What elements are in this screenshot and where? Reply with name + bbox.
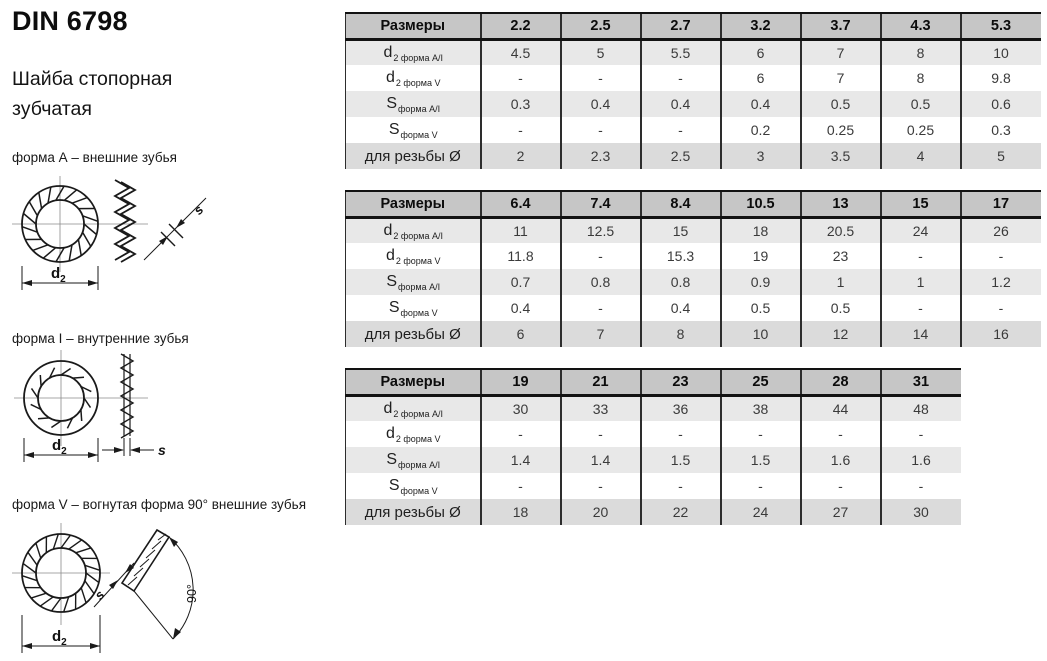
value-cell: 10	[961, 39, 1041, 65]
value-cell: -	[481, 117, 561, 143]
value-cell: -	[641, 473, 721, 499]
d2-dimension	[22, 265, 98, 290]
row-label-main: S	[386, 451, 398, 468]
side-view-teeth-strip	[115, 180, 135, 262]
size-column-header: 13	[801, 191, 881, 217]
value-cell: 0.2	[721, 117, 801, 143]
value-cell: -	[961, 295, 1041, 321]
value-cell: 18	[721, 217, 801, 243]
row-label-subscript: 2 форма V	[395, 256, 441, 266]
row-label	[346, 217, 481, 243]
value-cell: -	[481, 421, 561, 447]
cone-lower-side	[134, 591, 173, 639]
form-v-drawing	[6, 513, 341, 661]
value-cell: -	[481, 65, 561, 91]
value-cell: 18	[481, 499, 561, 525]
table-row	[346, 39, 1041, 65]
row-label-subscript: форма А/I	[398, 460, 441, 470]
value-cell: 12.5	[561, 217, 641, 243]
value-cell: 1.4	[481, 447, 561, 473]
value-cell: -	[561, 473, 641, 499]
form-a-caption: форма А – внешние зубья	[12, 150, 177, 165]
table-row	[346, 243, 1041, 269]
sizes-header-label: Размеры	[346, 13, 481, 39]
row-label-main: d	[385, 247, 395, 264]
size-column-header: 4.3	[881, 13, 961, 39]
value-cell: 6	[721, 39, 801, 65]
tables-panel	[345, 12, 1041, 546]
left-panel	[0, 0, 345, 661]
table-row	[346, 217, 1041, 243]
row-label-subscript: форма V	[400, 308, 438, 318]
spec-table-2	[345, 190, 1041, 347]
s-label: s	[158, 442, 166, 458]
value-cell: 5	[561, 39, 641, 65]
row-label-subscript: форма V	[400, 486, 438, 496]
value-cell: 3.5	[801, 143, 881, 169]
value-cell: 24	[881, 217, 961, 243]
sizes-header-label: Размеры	[346, 369, 481, 395]
d2-label: $d_2$	[52, 437, 67, 457]
size-column-header: 6.4	[481, 191, 561, 217]
value-cell: 0.4	[721, 91, 801, 117]
cone-hatching	[128, 534, 166, 585]
value-cell: 23	[801, 243, 881, 269]
value-cell: 1	[801, 269, 881, 295]
d2-label: $d_2$	[51, 265, 66, 285]
row-label-main: для резьбы Ø	[364, 503, 461, 521]
row-label-main: для резьбы Ø	[364, 147, 461, 165]
row-label-main: d	[383, 221, 393, 239]
table-row	[346, 269, 1041, 295]
value-cell: 5	[961, 143, 1041, 169]
value-cell: 0.4	[641, 295, 721, 321]
value-cell: -	[641, 421, 721, 447]
value-cell: -	[881, 473, 961, 499]
value-cell: -	[641, 65, 721, 91]
value-cell: 0.3	[481, 91, 561, 117]
value-cell: 0.5	[721, 295, 801, 321]
value-cell: 1	[881, 269, 961, 295]
spec-table-3	[345, 368, 961, 525]
value-cell: -	[801, 421, 881, 447]
row-label-main: S	[388, 299, 400, 316]
table-row	[346, 143, 1041, 169]
value-cell: 0.5	[801, 295, 881, 321]
table-row	[346, 421, 961, 447]
value-cell: 1.2	[961, 269, 1041, 295]
size-column-header: 21	[561, 369, 641, 395]
row-label	[346, 91, 481, 117]
value-cell: -	[561, 421, 641, 447]
value-cell: 1.6	[881, 447, 961, 473]
size-column-header: 25	[721, 369, 801, 395]
value-cell: 12	[801, 321, 881, 347]
page-title: DIN 6798	[12, 6, 128, 36]
value-cell: -	[561, 295, 641, 321]
value-cell: 19	[721, 243, 801, 269]
value-cell: -	[561, 243, 641, 269]
row-label-main: S	[388, 477, 400, 494]
size-column-header: 15	[881, 191, 961, 217]
row-label-main: d	[385, 69, 395, 86]
row-label-main: d	[385, 425, 395, 442]
value-cell: 4.5	[481, 39, 561, 65]
table-row	[346, 321, 1041, 347]
row-label-subscript: 2 форма V	[395, 78, 441, 88]
row-label-main: S	[386, 273, 398, 290]
table-row	[346, 447, 961, 473]
value-cell: 7	[801, 39, 881, 65]
value-cell: 3	[721, 143, 801, 169]
row-label-main: S	[386, 95, 398, 112]
value-cell: 0.8	[641, 269, 721, 295]
value-cell: -	[881, 421, 961, 447]
row-label	[346, 321, 481, 347]
value-cell: 27	[801, 499, 881, 525]
header-row	[346, 369, 961, 395]
value-cell: 0.25	[801, 117, 881, 143]
centerlines	[12, 523, 110, 625]
row-label-subscript: 2 форма А/I	[393, 52, 444, 63]
row-label	[346, 421, 481, 447]
row-label-subscript: форма V	[400, 130, 438, 140]
size-column-header: 2.7	[641, 13, 721, 39]
value-cell: 36	[641, 395, 721, 421]
value-cell: 11	[481, 217, 561, 243]
value-cell: 26	[961, 217, 1041, 243]
value-cell: 22	[641, 499, 721, 525]
value-cell: 8	[881, 65, 961, 91]
size-column-header: 2.5	[561, 13, 641, 39]
value-cell: -	[961, 243, 1041, 269]
size-column-header: 19	[481, 369, 561, 395]
size-column-header: 23	[641, 369, 721, 395]
value-cell: 7	[561, 321, 641, 347]
value-cell: 5.5	[641, 39, 721, 65]
value-cell: 0.5	[881, 91, 961, 117]
form-i-drawing	[6, 344, 316, 492]
value-cell: 20.5	[801, 217, 881, 243]
value-cell: 15.3	[641, 243, 721, 269]
row-label-subscript: 2 форма А/I	[393, 408, 444, 419]
value-cell: -	[881, 243, 961, 269]
table-row	[346, 473, 961, 499]
value-cell: 0.7	[481, 269, 561, 295]
value-cell: 0.4	[641, 91, 721, 117]
row-label	[346, 117, 481, 143]
s-dimension	[102, 438, 166, 458]
angle-label: 90°	[185, 584, 199, 603]
value-cell: 44	[801, 395, 881, 421]
value-cell: 48	[881, 395, 961, 421]
value-cell: 0.4	[561, 91, 641, 117]
row-label-subscript: форма А/I	[398, 104, 441, 114]
value-cell: 0.6	[961, 91, 1041, 117]
row-label-subscript: форма А/I	[398, 282, 441, 292]
table-row	[346, 295, 1041, 321]
value-cell: 0.5	[801, 91, 881, 117]
value-cell: 4	[881, 143, 961, 169]
value-cell: 2	[481, 143, 561, 169]
side-view-teeth-strip	[121, 354, 133, 438]
row-label	[346, 395, 481, 421]
s-label: s	[190, 202, 207, 218]
table-row	[346, 117, 1041, 143]
size-column-header: 17	[961, 191, 1041, 217]
value-cell: 33	[561, 395, 641, 421]
size-column-header: 10.5	[721, 191, 801, 217]
size-column-header: 5.3	[961, 13, 1041, 39]
table-row	[346, 91, 1041, 117]
value-cell: 16	[961, 321, 1041, 347]
value-cell: -	[801, 473, 881, 499]
row-label	[346, 243, 481, 269]
page-subtitle: Шайба стопорная зубчатая	[12, 68, 173, 121]
value-cell: 0.4	[481, 295, 561, 321]
row-label	[346, 39, 481, 65]
table-row	[346, 499, 961, 525]
value-cell: 30	[881, 499, 961, 525]
value-cell: 0.3	[961, 117, 1041, 143]
value-cell: 11.8	[481, 243, 561, 269]
value-cell: 8	[641, 321, 721, 347]
form-i-caption: форма I – внутренние зубья	[12, 331, 189, 346]
value-cell: -	[641, 117, 721, 143]
value-cell: -	[561, 117, 641, 143]
value-cell: 7	[801, 65, 881, 91]
value-cell: 6	[481, 321, 561, 347]
value-cell: 38	[721, 395, 801, 421]
header-row	[346, 191, 1041, 217]
value-cell: -	[561, 65, 641, 91]
header-row	[346, 13, 1041, 39]
row-label	[346, 65, 481, 91]
value-cell: 14	[881, 321, 961, 347]
value-cell: -	[721, 421, 801, 447]
row-label	[346, 295, 481, 321]
row-label-main: d	[383, 399, 393, 417]
row-label	[346, 473, 481, 499]
row-label-main: d	[383, 43, 393, 61]
value-cell: 1.5	[641, 447, 721, 473]
spec-table-1	[345, 12, 1041, 169]
sizes-header-label: Размеры	[346, 191, 481, 217]
value-cell: 6	[721, 65, 801, 91]
value-cell: 0.8	[561, 269, 641, 295]
size-column-header: 3.7	[801, 13, 881, 39]
value-cell: 30	[481, 395, 561, 421]
value-cell: 9.8	[961, 65, 1041, 91]
value-cell: 20	[561, 499, 641, 525]
size-column-header: 7.4	[561, 191, 641, 217]
size-column-header: 31	[881, 369, 961, 395]
value-cell: -	[481, 473, 561, 499]
value-cell: 1.6	[801, 447, 881, 473]
value-cell: -	[721, 473, 801, 499]
value-cell: 15	[641, 217, 721, 243]
row-label-main: для резьбы Ø	[364, 325, 461, 343]
table-row	[346, 395, 961, 421]
value-cell: 2.3	[561, 143, 641, 169]
row-label-main: S	[388, 121, 400, 138]
s-label: s	[91, 587, 108, 603]
d2-dimension	[24, 437, 98, 462]
row-label	[346, 143, 481, 169]
size-column-header: 2.2	[481, 13, 561, 39]
size-column-header: 8.4	[641, 191, 721, 217]
value-cell: 8	[881, 39, 961, 65]
value-cell: 2.5	[641, 143, 721, 169]
row-label	[346, 499, 481, 525]
form-v-caption: форма V – вогнутая форма 90° внешние зубья	[12, 497, 307, 512]
form-a-drawing	[6, 168, 316, 318]
value-cell: 0.25	[881, 117, 961, 143]
row-label-subscript: 2 форма V	[395, 434, 441, 444]
size-column-header: 3.2	[721, 13, 801, 39]
cone-band	[122, 530, 169, 591]
value-cell: 24	[721, 499, 801, 525]
value-cell: 1.4	[561, 447, 641, 473]
s-dimension	[144, 198, 206, 260]
value-cell: 0.9	[721, 269, 801, 295]
value-cell: -	[881, 295, 961, 321]
table-row	[346, 65, 1041, 91]
row-label	[346, 447, 481, 473]
cone-side-view	[122, 530, 199, 639]
value-cell: 10	[721, 321, 801, 347]
value-cell: 1.5	[721, 447, 801, 473]
d2-label: $d_2$	[52, 628, 67, 648]
row-label	[346, 269, 481, 295]
size-column-header: 28	[801, 369, 881, 395]
row-label-subscript: 2 форма А/I	[393, 230, 444, 241]
